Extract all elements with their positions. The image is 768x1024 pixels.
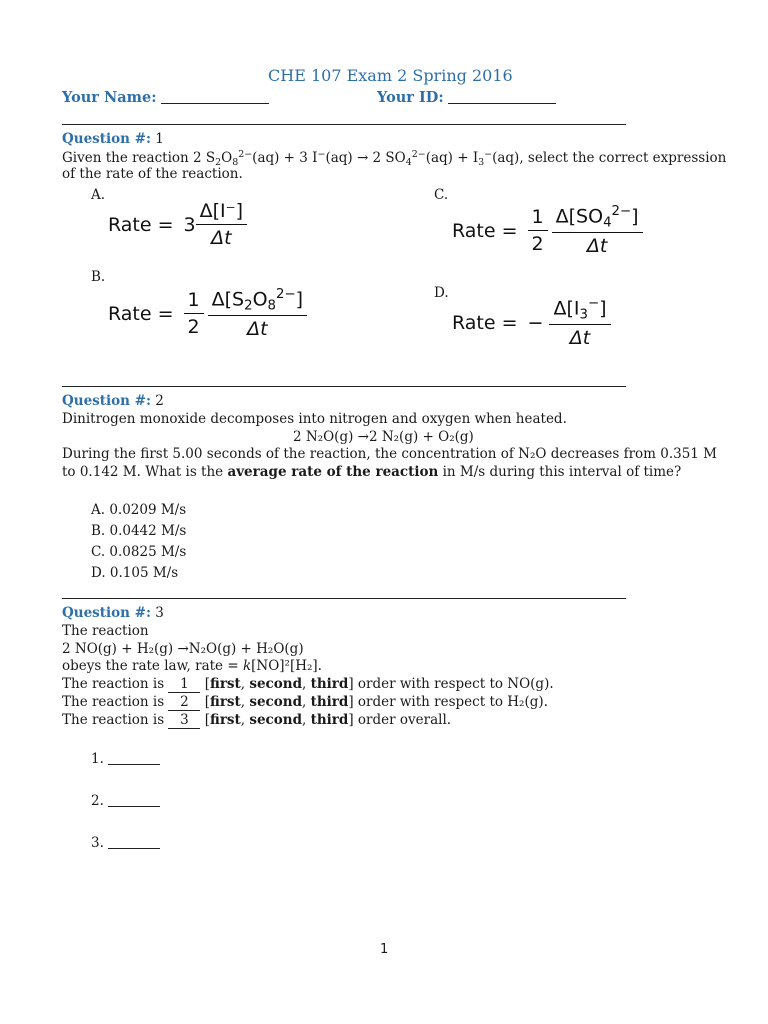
q3-answer-2[interactable] — [91, 793, 160, 809]
q1-prompt-line1: Given the reaction 2 $S_2O_8^{2-}(aq) + 3$ I−(aq) → 2 $SO_4^{2-}(aq) + I_3^-(aq)$, select the correct expression — [62, 149, 727, 169]
q2-text: in M/s during this interval of time? — [438, 464, 682, 480]
eq-b-coef — [184, 289, 204, 338]
q3-opt-second: second — [249, 694, 303, 710]
eq-d-denominator: Δt — [569, 327, 591, 350]
q3-tail: order overall. — [357, 712, 452, 728]
option-c-letter[interactable]: C. — [434, 187, 449, 203]
q3-opt-first: first — [210, 694, 241, 710]
q3-statement-3: The reaction is 3 [first, second, third] order overall. — [62, 712, 452, 728]
eq-a-lhs: Rate = — [108, 213, 174, 236]
eq-a-fraction — [196, 200, 247, 249]
q1-number: 1 — [155, 131, 164, 147]
eq-d-num-close: ] — [599, 297, 607, 320]
eq-c-lhs: Rate = — [452, 219, 518, 242]
eq-c-num-text: Δ[SO — [555, 205, 604, 228]
option-a-equation — [108, 200, 247, 249]
q3-blank-1[interactable]: 1 — [168, 676, 200, 693]
eq-b-num-sub: 2 — [244, 298, 253, 314]
eq-b-coef-den: 2 — [187, 316, 200, 339]
eq-c-num-close: ] — [631, 205, 639, 228]
q1-label: Question #: — [62, 131, 151, 147]
q3-text: [NO]²[H₂]. — [251, 658, 322, 674]
q1-text: (aq) + I — [425, 150, 479, 167]
name-field[interactable] — [161, 103, 269, 104]
q1-heading — [62, 131, 164, 147]
eq-a-coef: 3 — [183, 213, 196, 236]
eq-a-numerator: Δ[I⁻] — [196, 200, 247, 225]
eq-c-coef-num: 1 — [528, 206, 548, 231]
eq-c-num-sub: 4 — [603, 215, 612, 231]
q3-answer-line[interactable] — [108, 763, 160, 765]
option-b-equation — [108, 287, 307, 340]
eq-a-denominator: Δt — [211, 227, 232, 249]
q3-number: 3 — [155, 605, 164, 621]
option-a-letter[interactable]: A. — [91, 187, 106, 203]
eq-b-num-text: Δ[S — [211, 288, 245, 311]
page-number: 1 — [380, 942, 389, 957]
q2-reaction: 2 N₂O(g) →2 N₂(g) + O₂(g) — [293, 429, 474, 445]
q3-tail: order with respect to H₂(g). — [357, 694, 548, 710]
divider — [62, 598, 626, 599]
q3-prefix: The reaction is — [62, 694, 165, 710]
q3-answer-label: 1. — [91, 751, 104, 767]
eq-c-num-sup: 2− — [611, 204, 632, 219]
q2-heading — [62, 393, 164, 409]
q1-text: (aq) + 3 I — [252, 150, 318, 167]
divider — [62, 124, 626, 125]
eq-c-coef-den: 2 — [531, 233, 544, 256]
q3-k: k — [242, 658, 252, 674]
q3-text: obeys the rate law, rate = — [62, 658, 243, 674]
q3-opt-first: first — [210, 712, 241, 728]
q3-label: Question #: — [62, 605, 151, 621]
q3-tail: order with respect to NO(g). — [357, 676, 554, 692]
eq-c-denominator: Δt — [586, 235, 608, 258]
q2-line3: During the first 5.00 seconds of the reaction, the concentration of N₂O decreases from 0.351 M — [62, 446, 718, 462]
q3-opt-second: second — [249, 676, 303, 692]
q2-choice-a[interactable]: A. 0.0209 M/s — [91, 502, 187, 518]
eq-d-fraction — [549, 296, 610, 349]
q3-line3 — [62, 658, 322, 674]
eq-d-num-sub: 3 — [579, 307, 588, 323]
q2-choice-c[interactable]: C. 0.0825 M/s — [91, 544, 187, 560]
eq-b-num-close: ] — [295, 288, 304, 311]
q3-answer-1[interactable] — [91, 751, 160, 767]
q3-blank-2[interactable]: 2 — [168, 694, 200, 711]
eq-b-lhs: Rate = — [108, 302, 174, 325]
eq-b-denominator: Δt — [247, 318, 268, 341]
q2-choice-b[interactable]: B. 0.0442 M/s — [91, 523, 187, 539]
eq-d-lhs: Rate = — [452, 311, 518, 334]
option-d-equation — [452, 296, 611, 349]
q3-answer-label: 3. — [91, 835, 104, 851]
eq-d-numerator — [549, 296, 610, 325]
q2-line1: Dinitrogen monoxide decomposes into nitrogen and oxygen when heated. — [62, 411, 567, 427]
q2-choice-d[interactable]: D. 0.105 M/s — [91, 565, 179, 581]
q3-opt-first: first — [210, 676, 241, 692]
eq-b-num-text2: O — [252, 288, 268, 311]
eq-c-coef — [528, 206, 548, 255]
q3-prefix: The reaction is — [62, 712, 165, 728]
q2-line4 — [62, 464, 681, 480]
q3-answer-line[interactable] — [108, 847, 160, 849]
q3-blank-3[interactable]: 3 — [168, 712, 200, 729]
q3-statement-2: The reaction is 2 [first, second, third] order with respect to H₂(g). — [62, 694, 548, 710]
q3-heading — [62, 605, 164, 621]
eq-b-num-sub2: 8 — [267, 298, 277, 314]
q3-line2: 2 NO(g) + H₂(g) →N₂O(g) + H₂O(g) — [62, 641, 304, 657]
eq-d-num-sup: − — [587, 296, 600, 311]
q3-opt-third: third — [310, 694, 349, 710]
q3-answer-label: 2. — [91, 793, 104, 809]
q1-text: O — [221, 150, 233, 167]
q3-prefix: The reaction is — [62, 676, 165, 692]
eq-b-fraction — [208, 287, 307, 340]
eq-c-numerator — [552, 204, 643, 233]
q2-number: 2 — [155, 393, 164, 409]
divider — [62, 386, 626, 387]
eq-b-num-sup: 2− — [276, 287, 296, 302]
q3-answer-line[interactable] — [108, 805, 160, 807]
eq-d-num-text: Δ[I — [553, 297, 580, 320]
q3-statement-1: The reaction is 1 [first, second, third] order with respect to NO(g). — [62, 676, 554, 692]
q2-text: to 0.142 M. What is the — [62, 464, 228, 480]
q3-opt-second: second — [249, 712, 303, 728]
exam-title: CHE 107 Exam 2 Spring 2016 — [268, 66, 513, 85]
eq-d-sign: − — [527, 311, 544, 334]
id-label: Your ID: — [377, 89, 444, 106]
name-label: Your Name: — [62, 89, 157, 106]
q3-line1: The reaction — [62, 623, 149, 639]
option-d-letter[interactable]: D. — [434, 285, 449, 301]
q1-text: (aq), select the correct expression — [492, 150, 727, 167]
q3-opt-third: third — [310, 676, 349, 692]
q1-text: (aq) → 2 SO — [325, 150, 406, 167]
option-c-equation — [452, 204, 643, 257]
q1-prompt-line2: of the rate of the reaction. — [62, 166, 243, 182]
eq-b-coef-num: 1 — [184, 289, 204, 314]
q2-label: Question #: — [62, 393, 151, 409]
q1-text: Given the reaction 2 S — [62, 150, 216, 167]
option-b-letter[interactable]: B. — [91, 269, 106, 285]
id-field[interactable] — [448, 103, 556, 104]
q3-opt-third: third — [310, 712, 349, 728]
q3-answer-3[interactable] — [91, 835, 160, 851]
eq-b-numerator — [208, 287, 307, 316]
eq-c-fraction — [552, 204, 643, 257]
q2-emphasis: average rate of the reaction — [227, 464, 439, 480]
